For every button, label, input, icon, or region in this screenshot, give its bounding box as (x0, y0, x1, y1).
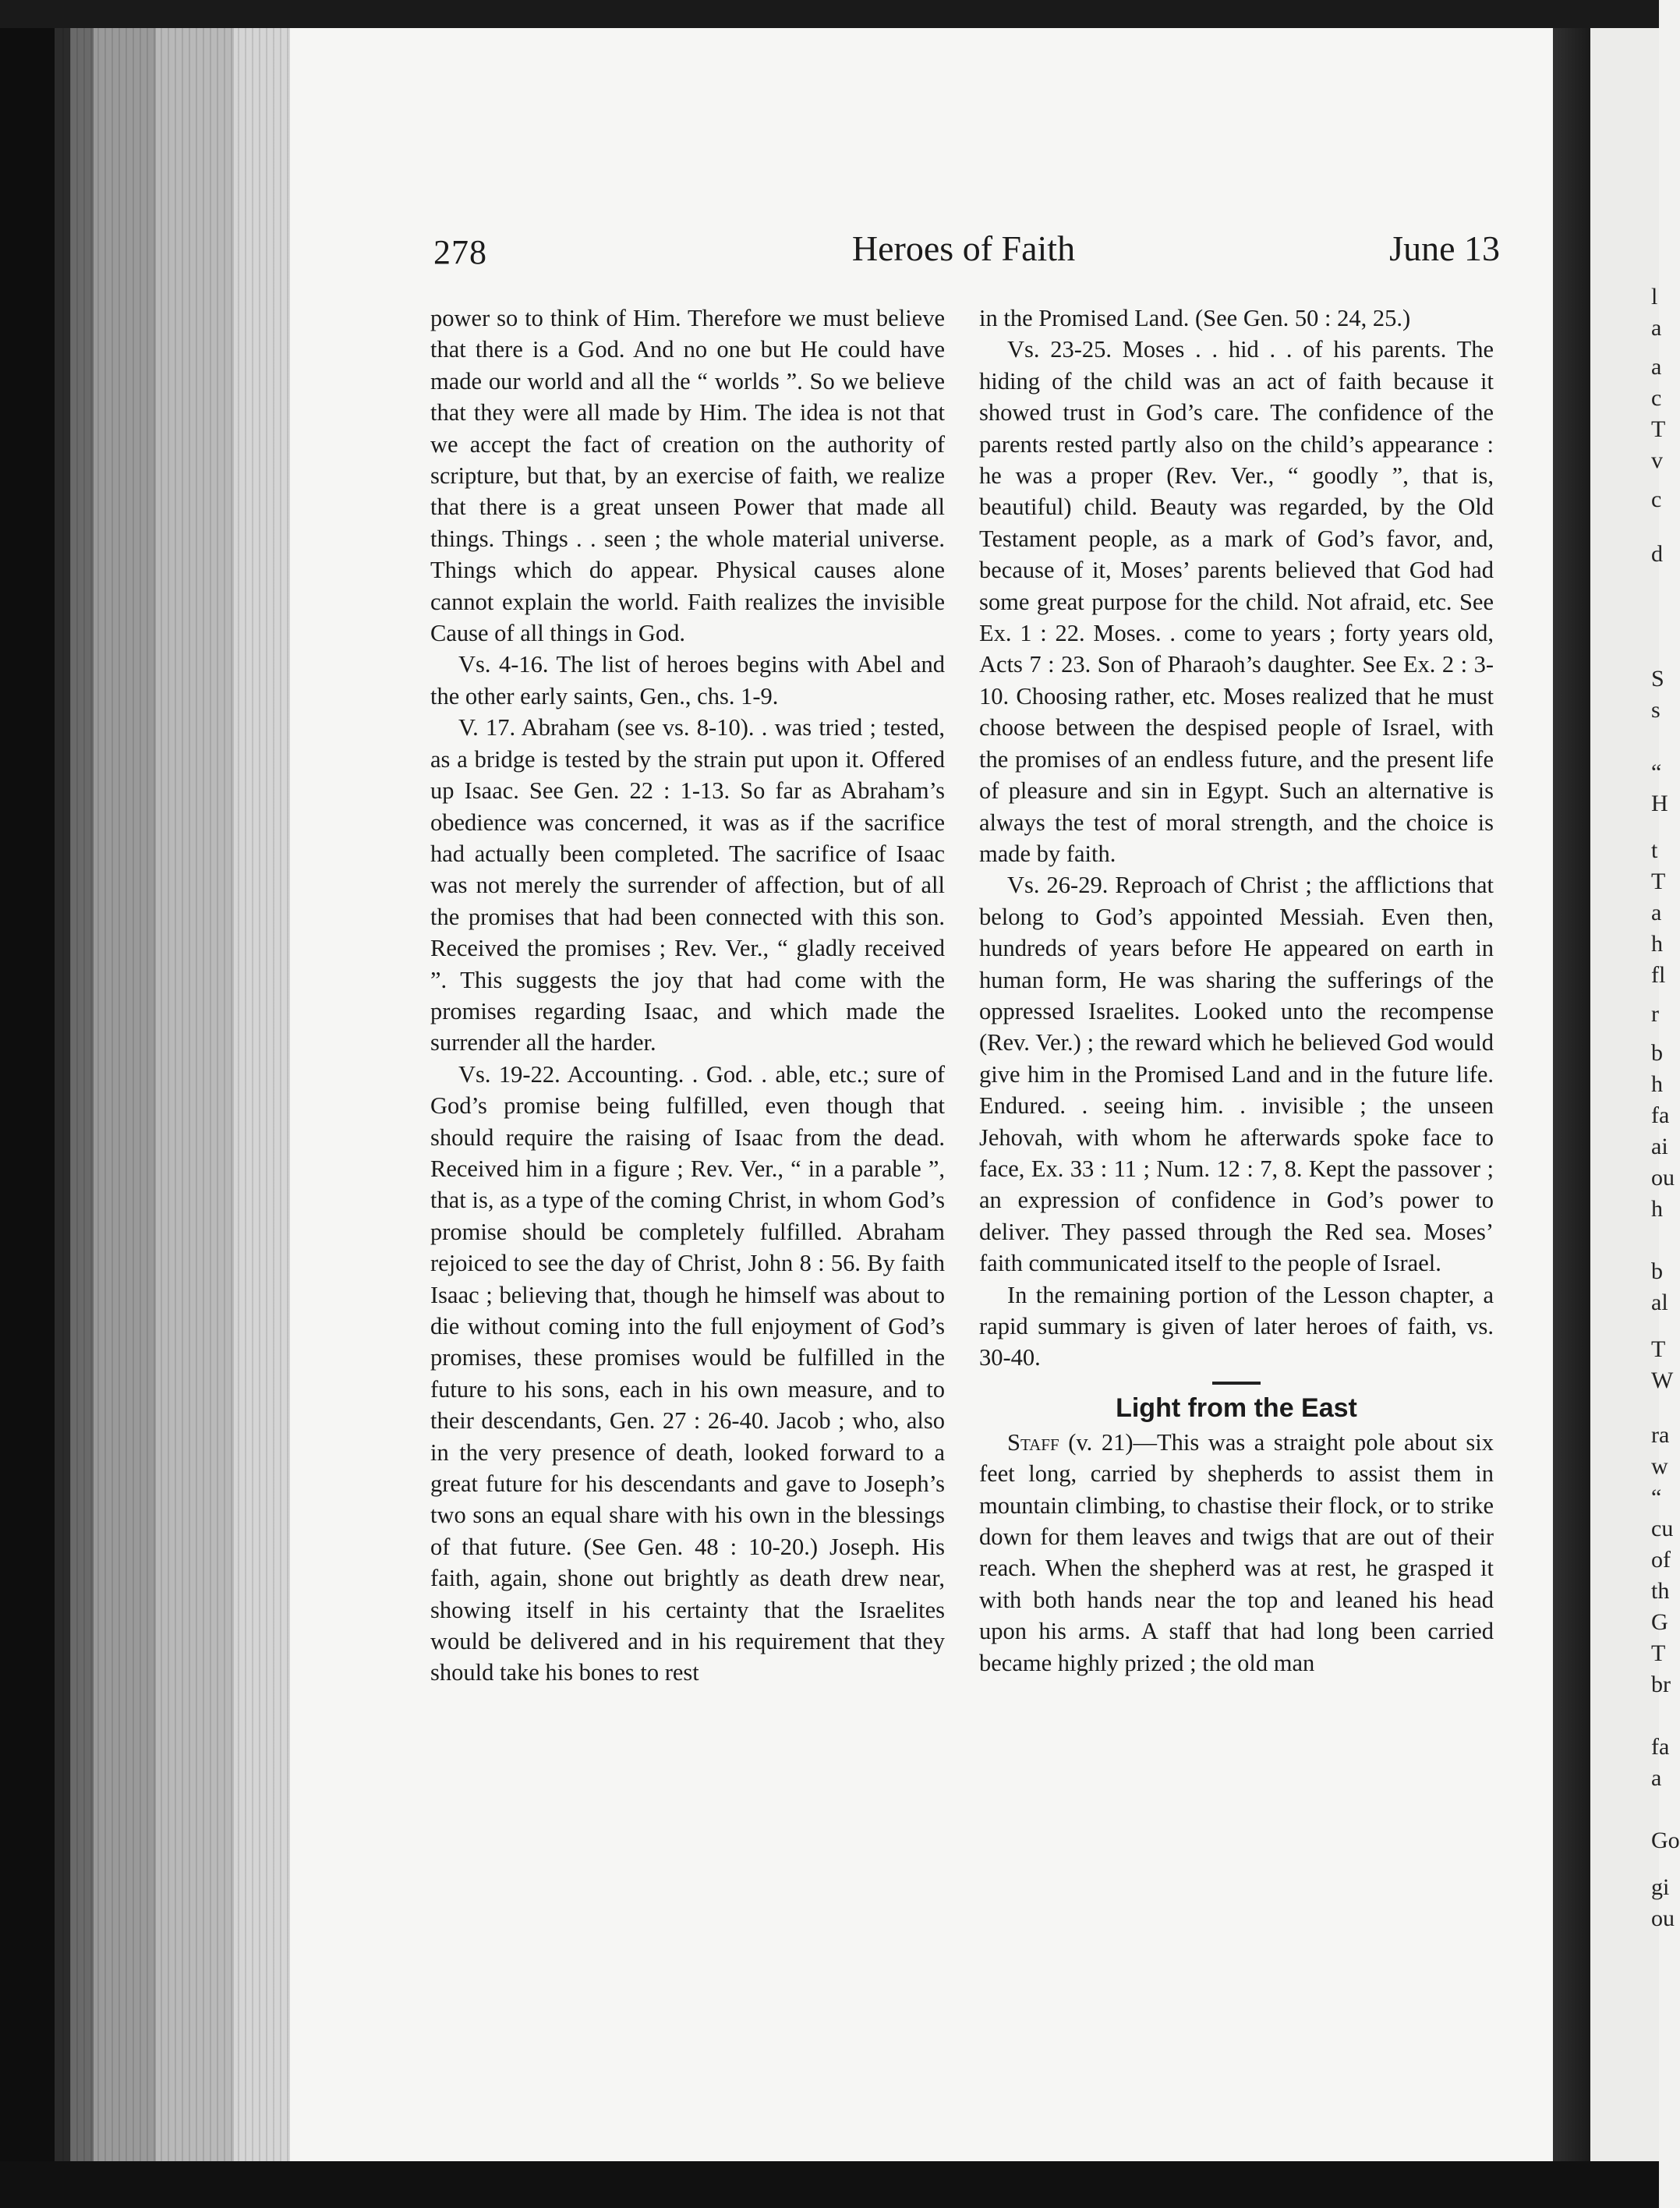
section-heading: Light from the East (1116, 1392, 1357, 1423)
next-page-fragment: a (1651, 315, 1662, 341)
next-page-fragment: cu (1651, 1516, 1674, 1541)
paragraph: Vs. 4-16. The list of heroes begins with Abel and the other early saints, Gen., chs. 1-9. (430, 651, 945, 709)
lesson-date: June 13 (1389, 228, 1500, 268)
next-page-fragment: H (1651, 791, 1668, 816)
scanner-top-edge (0, 0, 1659, 28)
section-text: (v. 21)—This was a straight pole about six feet long, carried by shepherds to assist them in mountain climbing, to chastise their flock, or to strike down for them leaves and twigs that are out of their reach. When the shepherd was at rest, he grasped it with both hands near the top and leaned his head upon his arms. A staff that had long been carried became highly prized ; the old man (979, 1428, 1494, 1676)
next-page-fragment: T (1651, 1336, 1666, 1362)
next-page-fragment: fa (1651, 1734, 1670, 1760)
next-page-fragment: h (1651, 1071, 1663, 1097)
next-page-fragment: Go (1651, 1828, 1680, 1853)
next-page-fragment: d (1651, 541, 1663, 567)
next-page-fragment: b (1651, 1258, 1663, 1284)
next-page-fragment: h (1651, 931, 1663, 957)
paragraph: V. 17. Abraham (see vs. 8-10). . was tried ; tested, as a bridge is tested by the strain put upon it. Offered up Isaac. See Gen. 22 : 1-13. So far as Abraham’s obedience was concerned, it was as if the sacrifice had actually been completed. The sacrifice of Isaac was not merely the surrender of affection, but of all the promises that had been connected with this son. Received the promises ; Rev. Ver., “ gladly received ”. This suggests the joy that had come with the promises regarding Isaac, and which made the surrender all the harder. (430, 714, 945, 1056)
next-page-margin (1590, 28, 1680, 2161)
paragraph: Vs. 23-25. Moses . . hid . . of his parents. The hiding of the child was an act of faith because it showed trust in God’s care. The confidence of the parents rested partly also on the child’s appearance : he was a proper (Rev. Ver., “ goodly ”, that is, beautiful) child. Beauty was regarded, by the Old Testament people, as a mark of God’s favor, and, because of it, Moses’ parents believed that God had some great purpose for the child. Not afraid, etc. See Ex. 1 : 22. Moses. . come to years ; forty years old, Acts 7 : 23. Son of Pharaoh’s daughter. See Ex. 2 : 3-10. Choosing rather, etc. Moses realized that he must choose between the despised people of Israel, with the promises of an endless future, and the present life of pleasure and sin in Egypt. Such an alternative is always the test of moral strength, and the choice is made by faith. (979, 336, 1494, 867)
lead-word: Staff (1007, 1428, 1059, 1456)
next-page-fragment: c (1651, 385, 1662, 411)
page-title: Heroes of Faith (851, 228, 1076, 268)
paragraph: In the remaining portion of the Lesson chapter, a rapid summary is given of later heroes of faith, vs. 30-40. (979, 1281, 1494, 1371)
next-page-fragment: fa (1651, 1102, 1670, 1128)
next-page-fragment: al (1651, 1290, 1668, 1315)
section-paragraph (979, 1427, 1494, 1679)
next-page-fragment: r (1651, 1001, 1659, 1027)
next-page-fragment: a (1651, 1765, 1662, 1791)
scanner-bottom-edge (0, 2161, 1659, 2208)
next-page-fragment: ai (1651, 1134, 1668, 1159)
next-page-fragment: T (1651, 1640, 1666, 1666)
next-page-fragment: S (1651, 666, 1664, 692)
next-page-fragment: fl (1651, 962, 1666, 988)
right-column (979, 303, 1494, 1679)
paragraph: Vs. 19-22. Accounting. . God. . able, etc.; sure of God’s promise being fulfilled, even though that should require the raising of Isaac from the dead. Received him in a figure ; Rev. Ver., “ in a parable ”, that is, as a type of the coming Christ, in whom God’s promise should be completely fulfilled. Abraham rejoiced to see the day of Christ, John 8 : 56. By faith Isaac ; believing that, though he himself was about to die without coming into the full enjoyment of God’s promises, these promises would be fulfilled in the future to his sons, each in his own measure, and to their descendants, Gen. 27 : 26-40. Jacob ; who, also in the very presence of death, looked forward to a great future for his descendants and gave to Joseph’s two sons an equal share with his own in the blessings of that future. (See Gen. 48 : 10-20.) Joseph. His faith, again, shone out brightly as death drew near, showing itself in his certainty that the Israelites would be delivered and in his requirement that they should take his bones to rest (430, 1060, 945, 1686)
next-page-fragment: a (1651, 900, 1662, 925)
page-edge-streaks (62, 28, 288, 2161)
next-page-fragment: ra (1651, 1422, 1670, 1448)
next-page-fragment: c (1651, 487, 1662, 512)
next-page-fragment: l (1651, 284, 1658, 310)
next-page-fragment: ou (1651, 1905, 1675, 1931)
next-page-fragment: ou (1651, 1165, 1675, 1191)
paragraph: in the Promised Land. (See Gen. 50 : 24, 25.) (979, 305, 1411, 331)
left-column (430, 303, 945, 1689)
next-page-fragment: W (1651, 1368, 1674, 1393)
next-page-fragment: b (1651, 1040, 1663, 1066)
next-page-fragment: t (1651, 837, 1658, 863)
next-page-fragment: gi (1651, 1874, 1670, 1900)
next-page-fragment: T (1651, 416, 1666, 442)
next-page-fragment: s (1651, 697, 1661, 723)
paragraph: Vs. 26-29. Reproach of Christ ; the afflictions that belong to God’s appointed Messiah. Even then, hundreds of years before He appeared on earth in human form, He was sharing the sufferings of the oppressed Israelites. Looked unto the recompense (Rev. Ver.) ; the reward which he believed God would give him in the Promised Land and in the future life. Endured. . seeing him. . invisible ; the unseen Jehovah, with whom he afterwards spoke face to face, Ex. 33 : 11 ; Num. 12 : 7, 8. Kept the passover ; an expression of confidence in God’s power to deliver. They passed through the Red sea. Moses’ faith communicated itself to the people of Israel. (979, 872, 1494, 1277)
running-head (430, 228, 1500, 274)
next-page-fragment: th (1651, 1578, 1670, 1604)
next-page-fragment: “ (1651, 1484, 1662, 1510)
next-page-fragment: a (1651, 354, 1662, 380)
next-page-fragment: v (1651, 448, 1663, 473)
page-number: 278 (433, 233, 487, 271)
paragraph: power so to think of Him. Therefore we must believe that there is a God. And no one but He could have made our world and all the “ worlds ”. So we believe that they were all made by Him. The idea is not that we accept the fact of creation on the authority of scripture, but that, by an exercise of faith, we realize that there is a great unseen Power that made all things. Things . . seen ; the whole material universe. Things which do appear. Physical causes alone cannot explain the world. Faith realizes the invisible Cause of all things in God. (430, 305, 945, 647)
next-page-fragment: w (1651, 1453, 1668, 1479)
next-page-fragment: T (1651, 869, 1666, 894)
next-page-fragment: of (1651, 1547, 1671, 1573)
section-rule (1212, 1382, 1261, 1385)
book-fold-shadow (1553, 28, 1590, 2161)
next-page-fragment: br (1651, 1672, 1671, 1697)
next-page-fragment: G (1651, 1609, 1668, 1635)
next-page-fragment: “ (1651, 759, 1662, 785)
next-page-fragment: h (1651, 1196, 1663, 1222)
